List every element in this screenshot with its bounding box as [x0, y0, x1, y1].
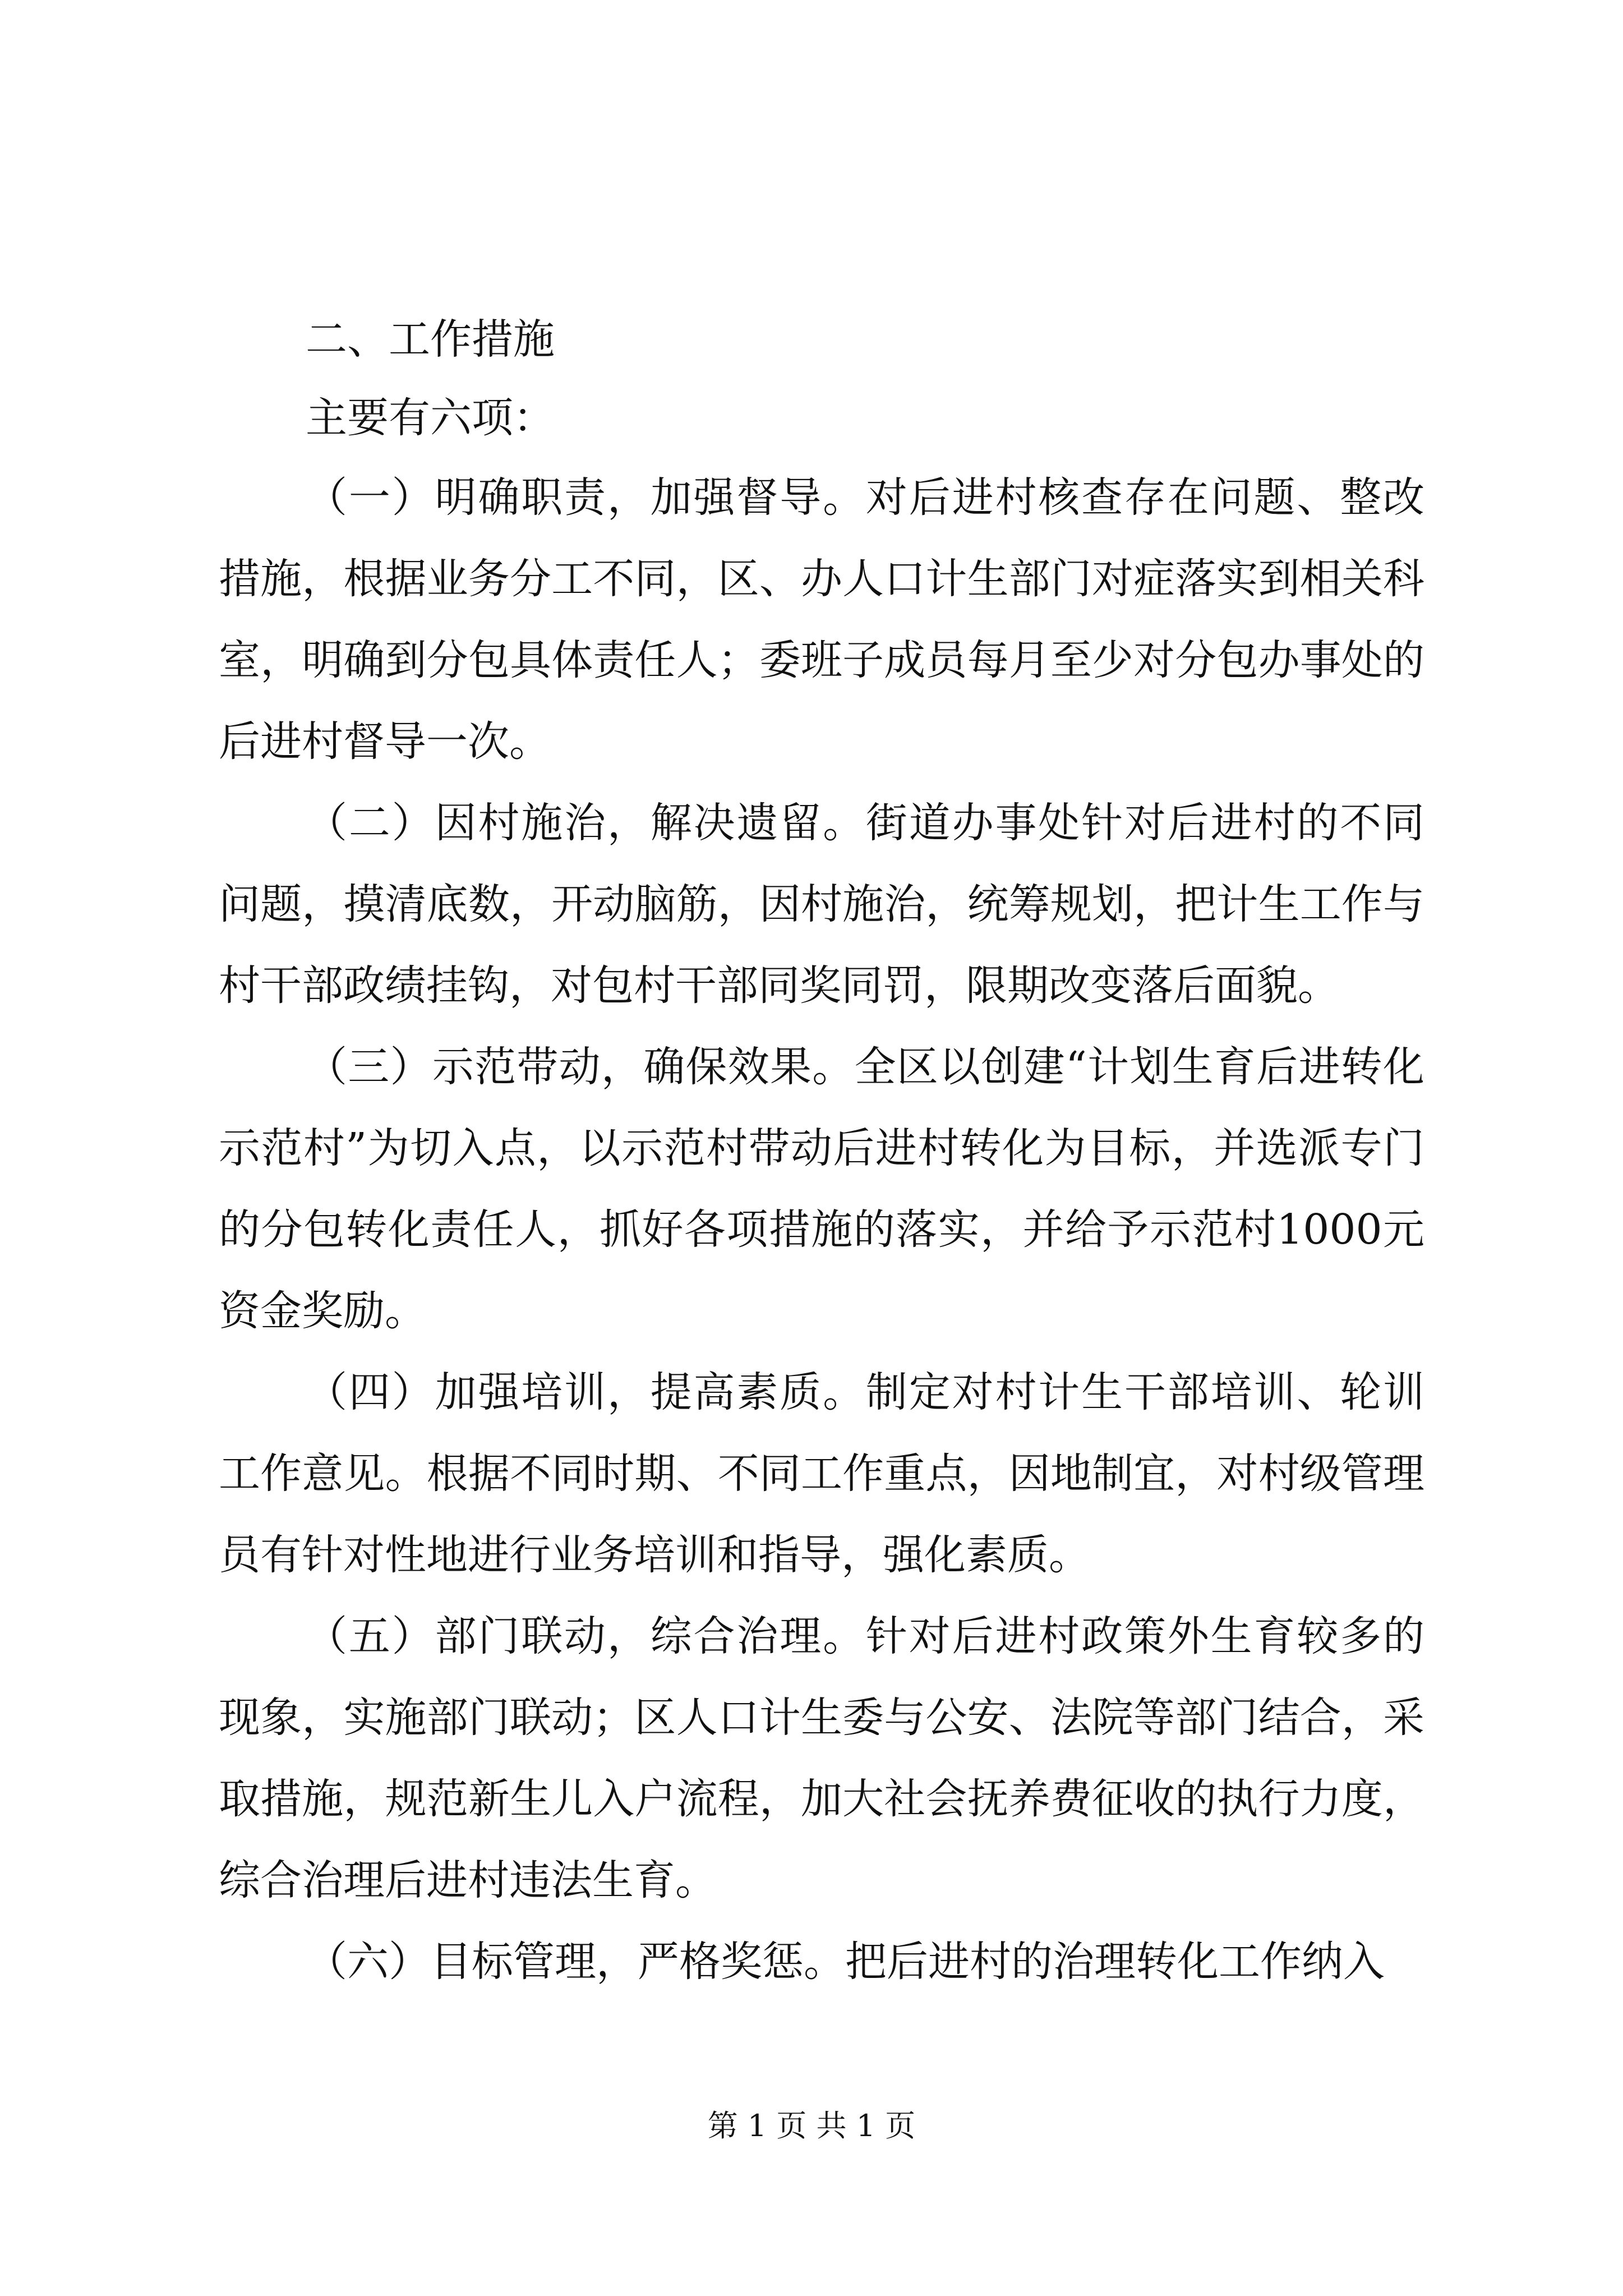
- paragraph-6: （六）目标管理，严格奖惩。把后进村的治理转化工作纳入: [306, 1938, 1385, 1986]
- section-heading: 二、工作措施: [306, 315, 555, 364]
- paragraph-2: （二）因村施治，解决遗留。街道办事处针对后进村的不同问题，摸清底数，开动脑筋，因村施治，统筹规划，把计生工作与村干部政绩挂钩，对包村干部同奖同罚，限期改变落后面貌。: [219, 799, 1424, 1010]
- document-body: [219, 300, 1424, 2003]
- paragraph-1: （一）明确职责，加强督导。对后进村核查存在问题、整改措施，根据业务分工不同，区、办人口计生部门对症落实到相关科室，明确到分包具体责任人；委班子成员每月至少对分包办事处的后进村督导一次。: [219, 473, 1424, 766]
- paragraph-5: （五）部门联动，综合治理。针对后进村政策外生育较多的现象，实施部门联动；区人口计生委与公安、法院等部门结合，采取措施，规范新生儿入户流程，加大社会抚养费征收的执行力度，综合治理后进村违法生育。: [219, 1612, 1424, 1904]
- section-intro: 主要有六项：: [306, 394, 555, 442]
- paragraph-3: （三）示范带动，确保效果。全区以创建“计划生育后进转化示范村”为切入点，以示范村带动后进村转化为目标，并选派专门的分包转化责任人，抓好各项措施的落实，并给予示范村1000元资金奖励。: [219, 1043, 1424, 1335]
- page-footer: 第 1 页 共 1 页: [707, 2108, 916, 2143]
- paragraph-4: （四）加强培训，提高素质。制定对村计生干部培训、轮训工作意见。根据不同时期、不同工作重点，因地制宜，对村级管理员有针对性地进行业务培训和指导，强化素质。: [219, 1368, 1424, 1579]
